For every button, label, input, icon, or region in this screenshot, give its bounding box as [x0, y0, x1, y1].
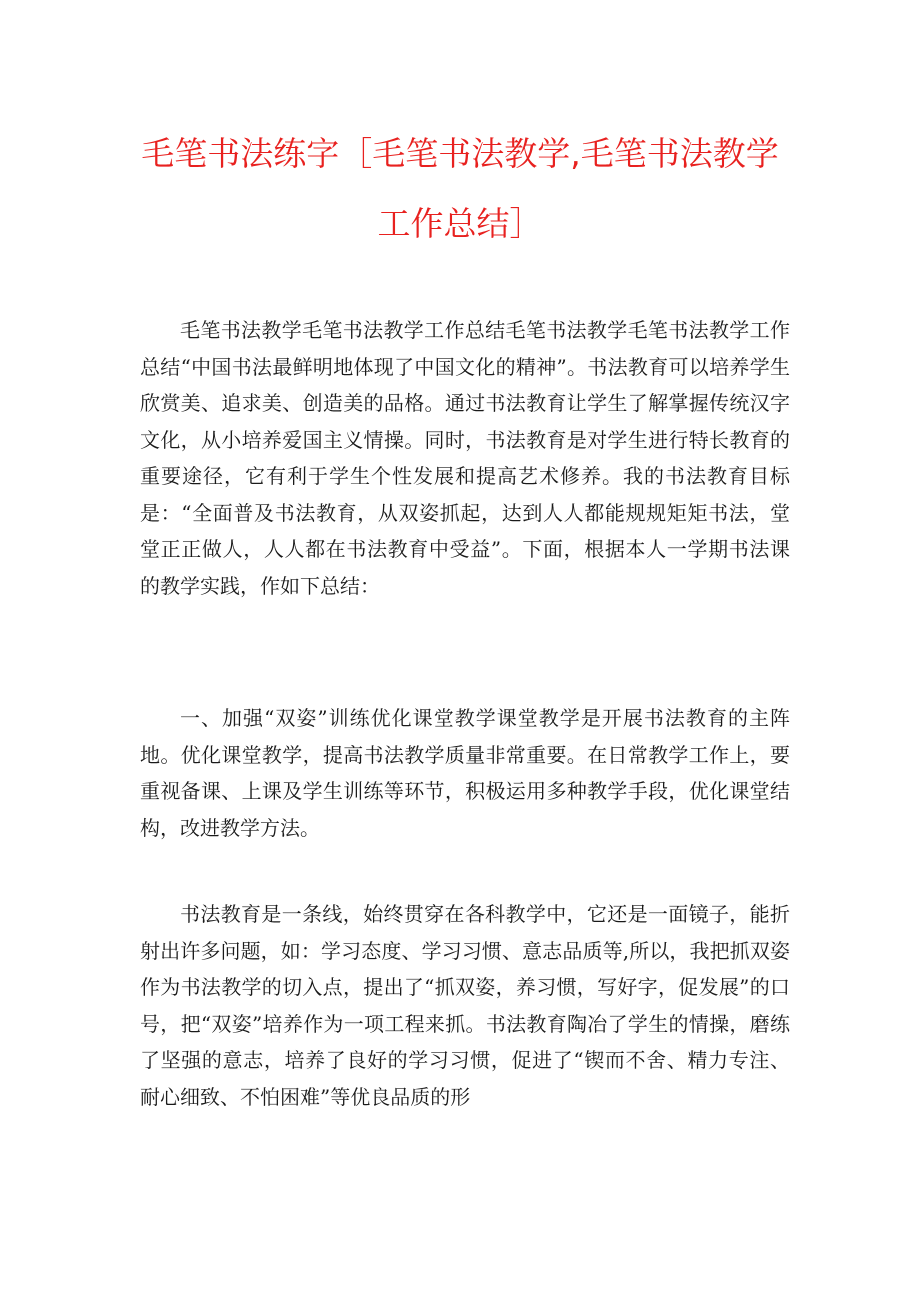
- body-paragraph-intro: 毛笔书法教学毛笔书法教学工作总结毛笔书法教学毛笔书法教学工作总结“中国书法最鲜明地体现了中国文化的精神”。书法教育可以培养学生欣赏美、追求美、创造美的品格。通过书法教育让学生了解掌握传统汉字文化，从小培养爱国主义情操。同时，书法教育是对学生进行特长教育的重要途径，它有利于学生个性发展和提高艺术修养。我的书法教育目标是：“全面普及书法教育，从双姿抓起，达到人人都能规规矩矩书法，堂堂正正做人，人人都在书法教育中受益”。下面，根据本人一学期书法课的教学实践，作如下总结：: [140, 318, 790, 598]
- document-title-line-1: 毛笔书法练字［毛笔书法教学,毛笔书法教学: [141, 134, 779, 173]
- body-paragraph-section-1-continued: 书法教育是一条线，始终贯穿在各科教学中，它还是一面镜子，能折射出许多问题，如：学习态度、学习习惯、意志品质等,所以，我把抓双姿作为书法教学的切入点，提出了“抓双姿，养习惯，写好字，促发展”的口号，把“双姿”培养作为一项工程来抓。书法教育陶冶了学生的情操，磨练了坚强的意志，培养了良好的学习习惯，促进了“锲而不舍、精力专注、耐心细致、不怕困难”等优良品质的形: [140, 902, 790, 1109]
- document-title-line-2: 工作总结］: [377, 204, 543, 243]
- body-paragraph-section-1: 一、加强“双姿”训练优化课堂教学课堂教学是开展书法教育的主阵地。优化课堂教学，提高书法教学质量非常重要。在日常教学工作上，要重视备课、上课及学生训练等环节，积极运用多种教学手段，优化课堂结构，改进教学方法。: [140, 706, 790, 840]
